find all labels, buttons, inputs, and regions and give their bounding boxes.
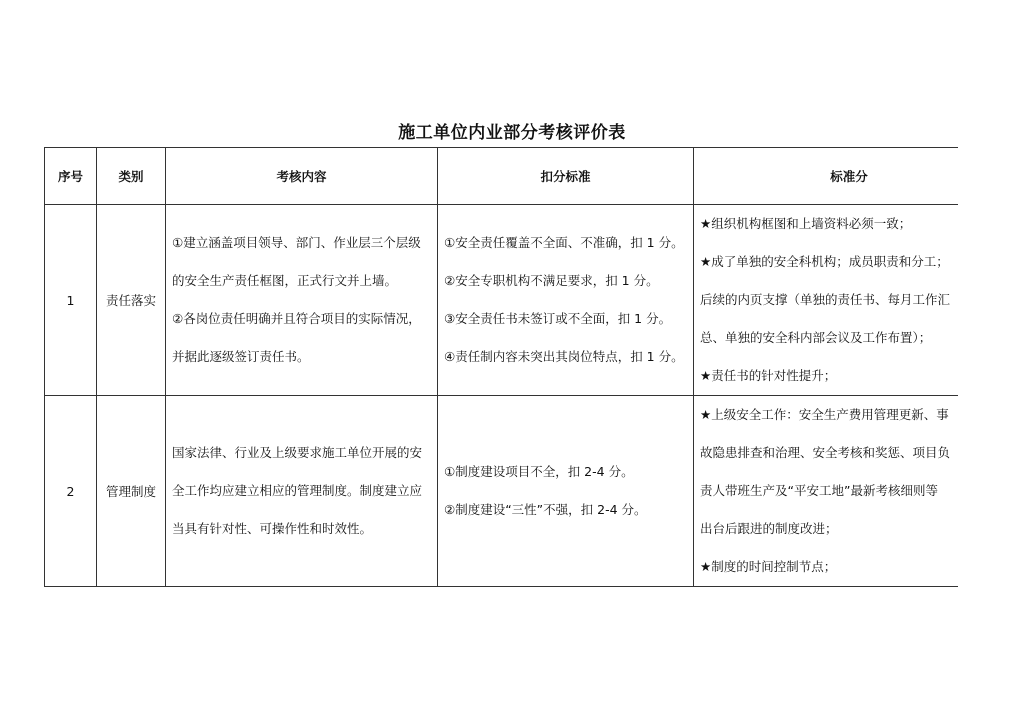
deduction-line: ④责任制内容未突出其岗位特点，扣 1 分。 (444, 349, 684, 364)
standard-line: 出台后跟进的制度改进； (700, 521, 838, 536)
row-deduction (438, 396, 694, 587)
content-line: 并据此逐级签订责任书。 (172, 349, 310, 364)
standard-line: ★组织机构框图和上墙资料必须一致； (700, 216, 912, 231)
row-seq: 2 (45, 396, 97, 587)
row-seq: 1 (45, 205, 97, 396)
deduction-line: ①制度建设项目不全，扣 2-4 分。 (444, 464, 634, 479)
header-deduction: 扣分标准 (438, 148, 694, 205)
deduction-line: ①安全责任覆盖不全面、不准确，扣 1 分。 (444, 235, 684, 250)
content-line: 全工作均应建立相应的管理制度。制度建立应 (172, 483, 423, 498)
standard-line: ★成了单独的安全科机构；成员职责和分工； (700, 254, 949, 269)
row-category: 管理制度 (97, 396, 166, 587)
row-content (166, 396, 438, 587)
deduction-line: ③安全责任书未签订或不全面，扣 1 分。 (444, 311, 672, 326)
content-line: ①建立涵盖项目领导、部门、作业层三个层级 (172, 235, 421, 250)
table-row (45, 396, 1005, 587)
standard-line: ★责任书的针对性提升； (700, 368, 837, 383)
page-edge-mask (958, 0, 1024, 724)
standard-line: 责人带班生产及“平安工地”最新考核细则等 (700, 483, 938, 498)
content-line: 当具有针对性、可操作性和时效性。 (172, 521, 373, 536)
header-content: 考核内容 (166, 148, 438, 205)
header-seq: 序号 (45, 148, 97, 205)
table-row (45, 205, 1005, 396)
evaluation-table (44, 147, 1005, 587)
standard-line: 后续的内页支撑（单独的责任书、每月工作汇 (700, 292, 951, 307)
content-line: ②各岗位责任明确并且符合项目的实际情况， (172, 311, 421, 326)
header-row (45, 148, 1005, 205)
document-title: 施工单位内业部分考核评价表 (398, 123, 626, 143)
header-category: 类别 (97, 148, 166, 205)
header-standard: 标准分 (694, 148, 1005, 205)
standard-line: 总、单独的安全科内部会议及工作布置）； (700, 330, 932, 345)
standard-line: ★上级安全工作：安全生产费用管理更新、事 (700, 407, 949, 422)
deduction-line: ②安全专职机构不满足要求，扣 1 分。 (444, 273, 659, 288)
row-category: 责任落实 (97, 205, 166, 396)
content-line: 的安全生产责任框图，正式行文并上墙。 (172, 273, 398, 288)
standard-line: ★制度的时间控制节点； (700, 559, 837, 574)
standard-line: 故隐患排查和治理、安全考核和奖惩、项目负 (700, 445, 951, 460)
deduction-line: ②制度建设“三性”不强，扣 2-4 分。 (444, 502, 647, 517)
content-line: 国家法律、行业及上级要求施工单位开展的安 (172, 445, 423, 460)
row-content (166, 205, 438, 396)
row-deduction (438, 205, 694, 396)
